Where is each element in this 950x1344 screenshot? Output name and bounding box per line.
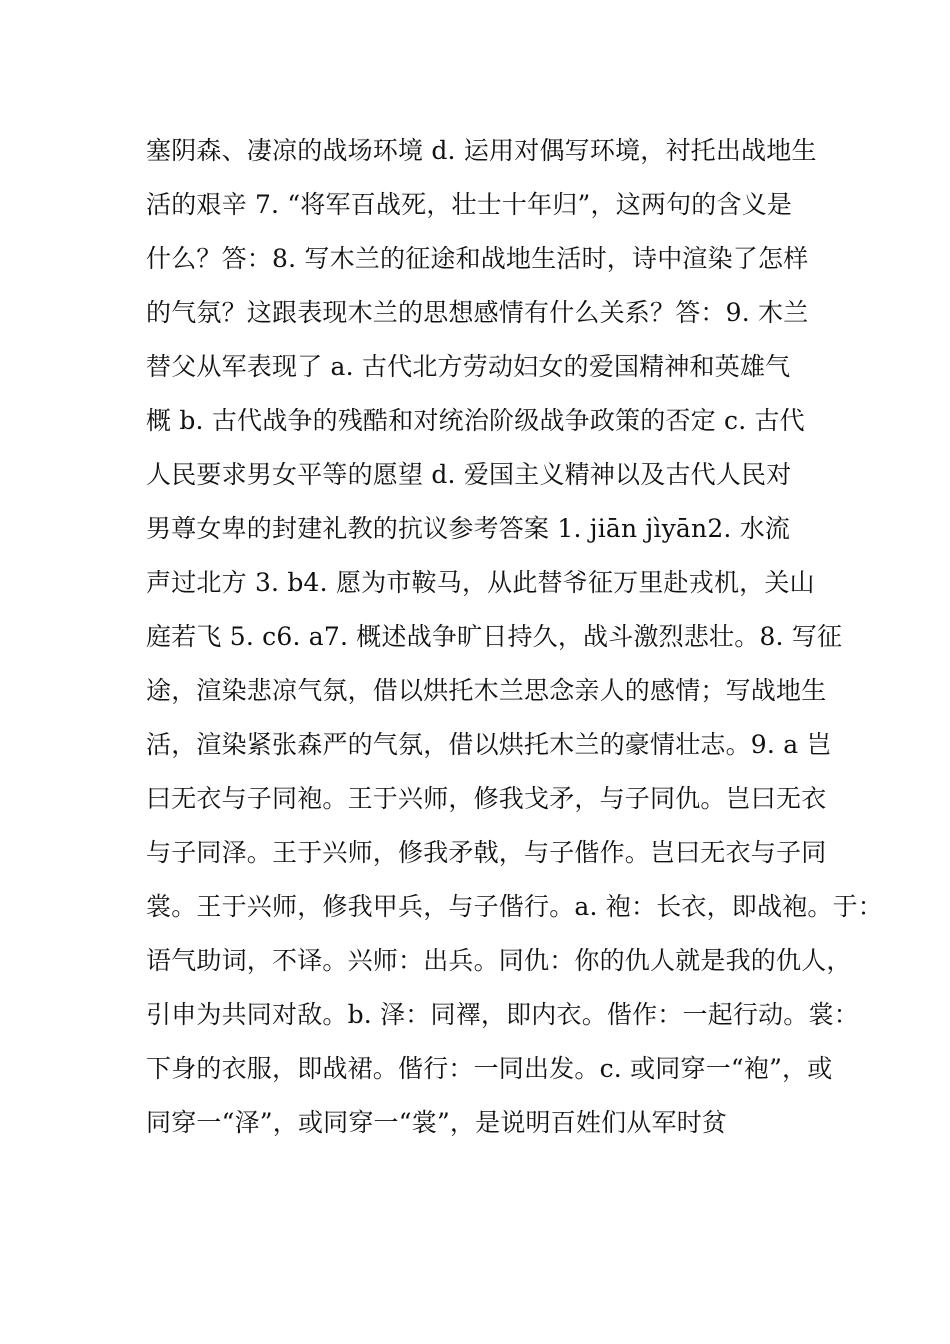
text-line: 男尊女卑的封建礼教的抗议参考答案 1. jiān jìyān2. 水流	[146, 514, 791, 543]
body-text	[146, 124, 884, 1150]
text-line: 的气氛？这跟表现木兰的思想感情有什么关系？答：9. 木兰	[146, 298, 809, 327]
text-line: 活，渲染紧张森严的气氛，借以烘托木兰的豪情壮志。9. a 岂	[146, 730, 832, 759]
text-line: 声过北方 3. b4. 愿为市鞍马，从此替爷征万里赴戎机，关山	[146, 568, 815, 597]
text-line: 庭若飞 5. c6. a7. 概述战争旷日持久，战斗激烈悲壮。8. 写征	[146, 622, 843, 651]
text-line: 活的艰辛 7. “将军百战死，壮士十年归”，这两句的含义是	[146, 190, 793, 219]
text-line: 概 b. 古代战争的残酷和对统治阶级战争政策的否定 c. 古代	[146, 406, 805, 435]
text-line: 替父从军表现了 a. 古代北方劳动妇女的爱国精神和英雄气	[146, 352, 791, 381]
text-line: 与子同泽。王于兴师，修我矛戟，与子偕作。岂曰无衣与子同	[146, 838, 827, 867]
text-line: 引申为共同对敌。b. 泽：同襗，即内衣。偕作：一起行动。裳：	[146, 1000, 859, 1029]
text-line: 途，渲染悲凉气氛，借以烘托木兰思念亲人的感情；写战地生	[146, 676, 827, 705]
text-line: 人民要求男女平等的愿望 d. 爱国主义精神以及古代人民对	[146, 460, 792, 489]
text-line: 下身的衣服，即战裙。偕行：一同出发。c. 或同穿一“袍”，或	[146, 1054, 833, 1083]
text-line: 同穿一“泽”，或同穿一“裳”，是说明百姓们从军时贫	[146, 1108, 728, 1137]
text-line: 裳。王于兴师，修我甲兵，与子偕行。a. 袍：长衣，即战袍。于：	[146, 892, 884, 921]
text-line: 曰无衣与子同袍。王于兴师，修我戈矛，与子同仇。岂曰无衣	[146, 784, 827, 813]
text-line: 塞阴森、凄凉的战场环境 d. 运用对偶写环境，衬托出战地生	[146, 136, 817, 165]
text-line: 语气助词，不译。兴师：出兵。同仇：你的仇人就是我的仇人，	[146, 946, 852, 975]
text-line: 什么？答：8. 写木兰的征途和战地生活时，诗中渲染了怎样	[146, 244, 809, 273]
